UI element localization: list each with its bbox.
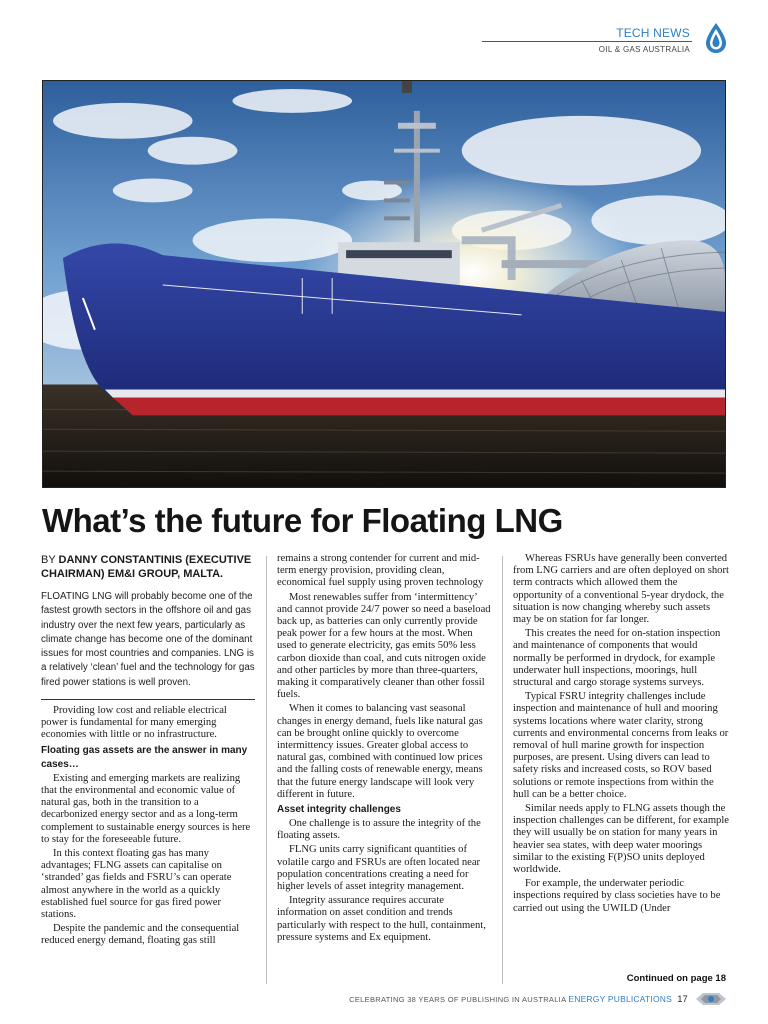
header-rule (482, 41, 692, 42)
paragraph: For example, the underwater periodic inspections required by class societies have to be carried out using the UWILD (Under (513, 878, 721, 914)
paragraph: Despite the pandemic and the consequential reduced energy demand, floating gas still (41, 923, 240, 947)
subheading: Asset integrity challenges (277, 804, 401, 816)
section-header (599, 26, 690, 54)
paragraph: When it comes to balancing vast seasonal changes in energy demand, fuels like natural gas can be brought online quickly to overcome intermittency issues. Greater global access to natural gas, combined with continued low prices and the falling costs of renewable energy, means that the future energy landscape will look very different in future. (277, 703, 483, 800)
byline-author: DANNY CONSTANTINIS (EXECUTIVE CHAIRMAN) EM&I GROUP, MALTA. (41, 554, 252, 580)
paragraph: Typical FSRU integrity challenges include inspection and maintenance of hull and mooring systems locations where water clarity, strong currents and environmental concerns from leaks or removal of hull marine growth for inspection purposes, are present. Using divers can lead to safety risks and increased costs, so ROV based solutions or remote inspections from within the hull can be a better choice. (513, 691, 729, 800)
page-number: 17 (677, 994, 688, 1004)
paragraph: Similar needs apply to FLNG assets though the inspection challenges can be different, for example they will usually be on station for many years in heavier sea states, with deep water moorings similar to the existing F(P)SO units deployed worldwide. (513, 803, 730, 876)
paragraph: One challenge is to assure the integrity of the floating assets. (277, 818, 481, 842)
hero-image (42, 80, 726, 488)
paragraph: Whereas FSRUs have generally been converted from LNG carriers and are often deployed on short term contracts which allowed them the opportunity of a conventional 5-year drydock, the situation is now changing whereby such assets may be on station for far longer. (513, 553, 729, 626)
paragraph: Integrity assurance requires accurate information on asset condition and trends particularly with respect to the hull, containment, pressure systems and Ex equipment. (277, 895, 486, 943)
lng-vessel-illustration (43, 81, 725, 487)
article-headline: What’s the future for Floating LNG (42, 502, 563, 539)
footer-brand: ENERGY PUBLICATIONS (568, 994, 672, 1004)
byline-prefix: BY (41, 554, 59, 566)
footer-tagline: CELEBRATING 38 YEARS OF PUBLISHING IN AUSTRALIA (349, 995, 566, 1004)
continued-link[interactable]: Continued on page 18 (626, 973, 726, 984)
intro-paragraph: FLOATING LNG will probably become one of the fastest growth sectors in the offshore oil and gas industry over the next few years, particularly as climate change has become one of the dominant issues for most countries and companies. LNG is a relatively ‘clean’ fuel and the technology for gas fired power stations is well proven. (41, 590, 255, 700)
paragraph: This creates the need for on-station inspection and maintenance of components that would normally be performed in drydock, for example underwater hull inspections, moorings, hull structural and cargo storage systems surveys. (513, 628, 721, 689)
paragraph: In this context floating gas has many advantages; FLNG assets can capitalise on ‘stranded’ gas fields and FSRU’s can operate almost anywhere in the world as a quickly established fuel source for gas fired power stations. (41, 847, 232, 920)
article-column-3 (513, 553, 729, 917)
column-divider (266, 556, 267, 984)
section-label: TECH NEWS (616, 26, 690, 40)
article-column-1 (41, 553, 255, 950)
paragraph: Providing low cost and reliable electrical power is fundamental for many emerging economies with little or no infrastructure. (41, 705, 227, 741)
paragraph: remains a strong contender for current and mid-term energy provision, providing clean, economical fuel supply using proven technology (277, 553, 484, 589)
paragraph: Existing and emerging markets are realizing that the environmental and economic value of natural gas, both in the transition to a decarbonized energy sector and as a long-term complement to sustainable energy sources is here to stay for the foreseeable future. (41, 772, 251, 845)
energy-publications-badge-icon (694, 992, 728, 1006)
subheading: Floating gas assets are the answer in many cases… (41, 744, 248, 770)
article-column-2 (277, 553, 491, 946)
water-drop-icon (703, 22, 729, 54)
publication-label: OIL & GAS AUSTRALIA (598, 45, 690, 54)
page-footer (349, 994, 688, 1004)
paragraph: Most renewables suffer from ‘intermittency’ and cannot provide 24/7 power so need a baseload back up, as batteries can only currently provide peak power for a few hours at the most. When used to generate electricity, gas emits 50% less carbon dioxide than coal, and cuts nitrogen oxide and other particles by more than three-quarters, making it comparatively cleaner than other fossil fuels. (277, 591, 491, 701)
paragraph: FLNG units carry significant quantities of volatile cargo and FSRUs are often located near population concentrations creating a need for higher levels of asset integrity management. (277, 844, 481, 893)
column-divider (502, 556, 503, 984)
byline (41, 553, 255, 581)
